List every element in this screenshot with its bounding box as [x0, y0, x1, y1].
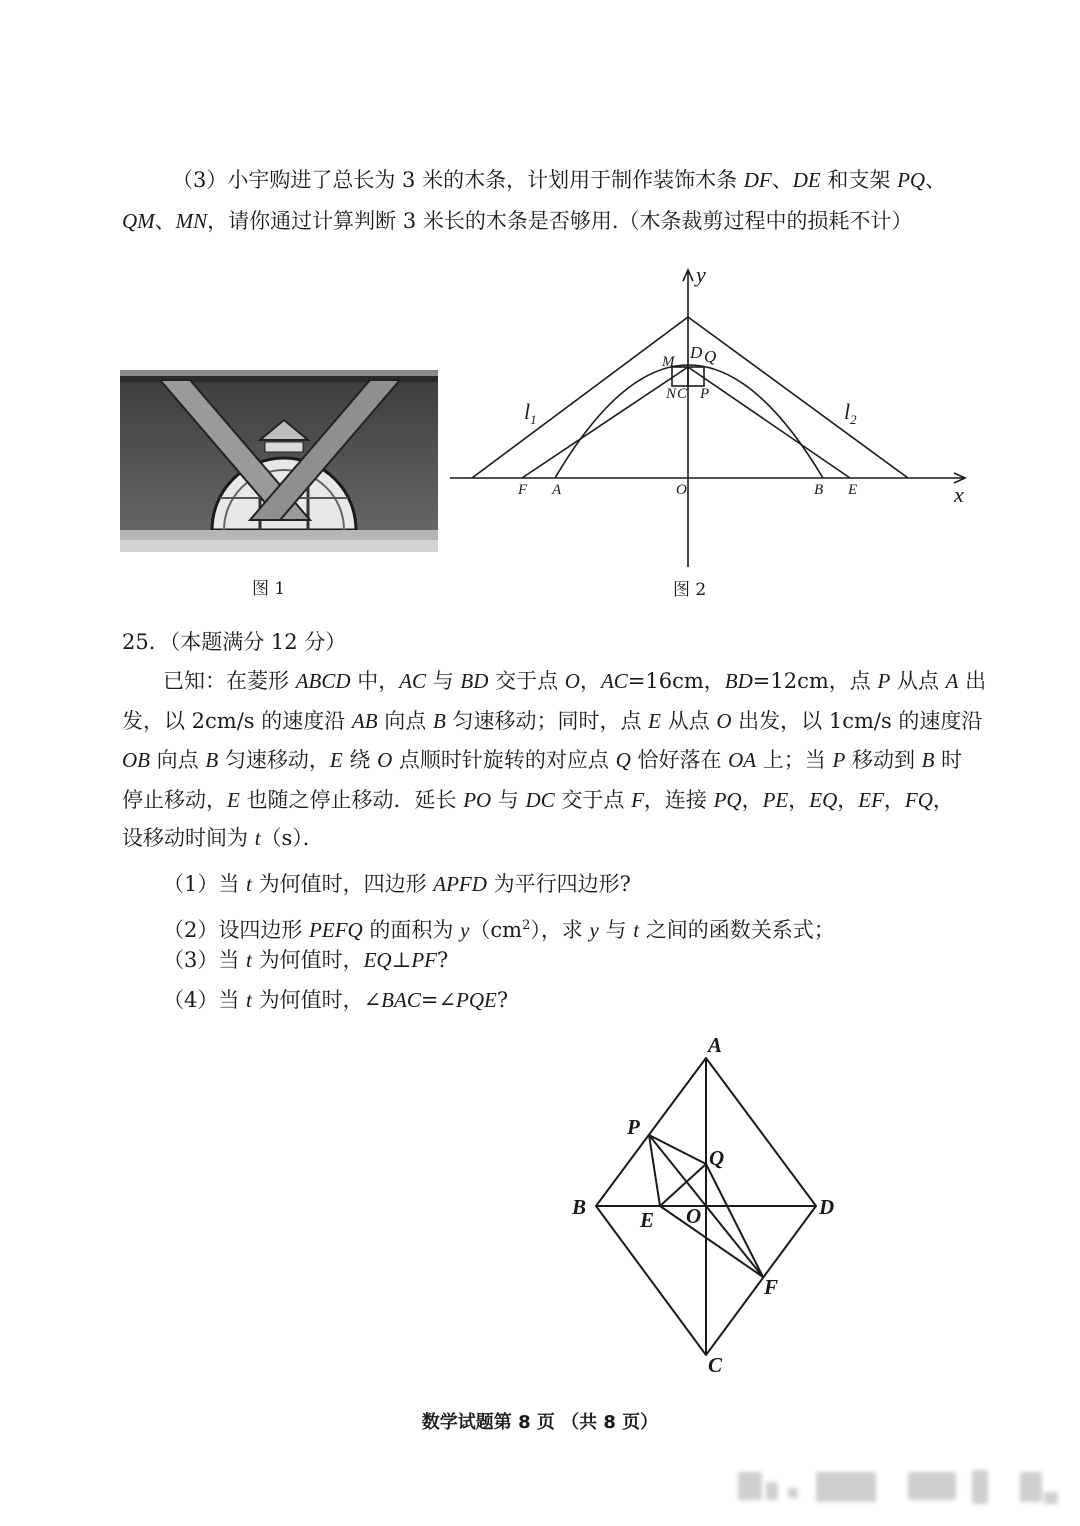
label-q: Q: [704, 347, 717, 366]
figure1-caption: 图 1: [252, 579, 286, 599]
q25-paragraph-line2: 发，以 2cm/s 的速度沿 AB 向点 B 匀速移动；同时，点 E 从点 O 出发，以 1cm/s 的速度沿: [122, 709, 983, 733]
figure2-caption: 图 2: [673, 580, 707, 600]
label-e: E: [848, 482, 858, 498]
segment-eq: [660, 1164, 706, 1206]
point-label-f: F: [764, 1275, 779, 1299]
point-label-p: P: [627, 1115, 640, 1139]
segment-ef: [660, 1206, 763, 1277]
label-n: N: [666, 386, 677, 402]
attic-window-illustration: [120, 370, 438, 552]
point-label-a: A: [708, 1033, 723, 1057]
label-l2: $l_2$: [844, 399, 857, 427]
label-c: C: [677, 386, 688, 402]
label-a: A: [552, 482, 562, 498]
segment-fq: [706, 1164, 763, 1277]
figure2-diagram: [440, 262, 980, 582]
label-b: B: [814, 482, 824, 498]
q25-subquestion-4: （4）当 t 为何值时，∠BAC=∠PQE?: [163, 988, 509, 1012]
label-o: O: [676, 482, 687, 498]
label-f: F: [518, 482, 528, 498]
q25-paragraph-line5: 设移动时间为 t（s）．: [122, 826, 324, 850]
q25-paragraph-line3: OB 向点 B 匀速移动，E 绕 O 点顺时针旋转的对应点 Q 恰好落在 OA 上；当 P 移动到 B 时: [122, 748, 963, 772]
line-l1: [472, 317, 688, 478]
label-y: y: [696, 262, 706, 287]
label-x: x: [954, 482, 964, 507]
label-m: M: [662, 354, 675, 370]
q25-subquestion-3: （3）当 t 为何值时，EQ⊥PF?: [163, 948, 449, 972]
point-label-o: O: [686, 1204, 702, 1228]
page-footer: 数学试题第 8 页 （共 8 页）: [421, 1412, 659, 1433]
q25-header: 25．（本题满分 12 分）: [122, 630, 347, 654]
point-label-b: B: [572, 1195, 587, 1219]
segment-pq: [649, 1135, 706, 1164]
parabola-arch: [555, 365, 823, 478]
q24-part3-line2: QM、MN，请你通过计算判断 3 米长的木条是否够用.（木条裁剪过程中的损耗不计）: [122, 209, 913, 233]
figure1-photo: [120, 370, 438, 552]
point-label-d: D: [819, 1195, 835, 1219]
q25-paragraph-line1: 已知：在菱形 ABCD 中，AC 与 BD 交于点 O，AC=16cm，BD=12cm，点 P 从点 A 出: [163, 669, 987, 693]
q25-subquestion-1: （1）当 t 为何值时，四边形 APFD 为平行四边形?: [163, 872, 631, 896]
q25-paragraph-line4: 停止移动，E 也随之停止移动．延长 PO 与 DC 交于点 F，连接 PQ，PE，EQ，EF，FQ，: [122, 788, 954, 812]
rhombus-diagram: [560, 1030, 860, 1380]
label-l1: $l_1$: [524, 399, 537, 427]
segment-de: [688, 367, 850, 478]
watermark: [738, 1468, 1060, 1508]
label-p: P: [700, 386, 710, 402]
q24-part3-line1: （3）小宇购进了总长为 3 米的木条，计划用于制作装饰木条 DF、DE 和支架 PQ、: [172, 168, 947, 192]
point-label-c: C: [708, 1353, 723, 1377]
q25-subquestion-2: （2）设四边形 PEFQ 的面积为 $y(cm^2)$，求 y 与 t 之间的函数关系式；: [163, 918, 835, 942]
line-l2: [688, 317, 908, 478]
point-label-q: Q: [709, 1146, 725, 1170]
label-d: D: [690, 343, 703, 362]
point-label-e: E: [640, 1208, 655, 1232]
